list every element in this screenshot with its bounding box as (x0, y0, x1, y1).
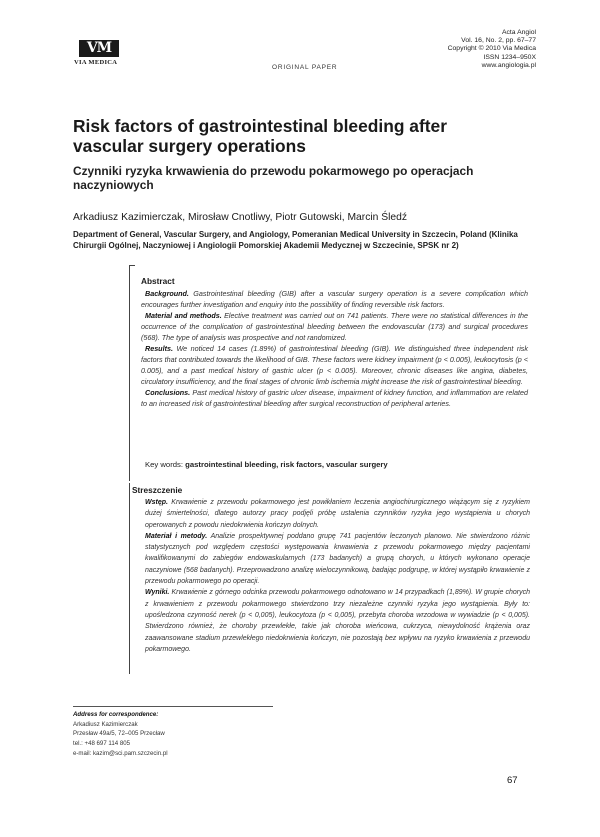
streszczenie-body (145, 497, 530, 655)
abstract-text: Past medical history of gastric ulcer disease, impairment of kidney function, and inflammation are related to an increased risk of gastrointestinal bleeding after surgical reconstruction of peripheral arteries. (141, 388, 528, 408)
page-number: 67 (507, 775, 518, 786)
journal-issn: ISSN 1234–950X (483, 53, 536, 61)
streszczenie-paragraph (145, 587, 530, 655)
affiliation: Department of General, Vascular Surgery, and Angiology, Pomeranian Medical University in Szczecin, Poland (Klinika Chirurgii Ogólnej, Naczyniowej i Angiologii Pomorskiej Akademii Medycznej w Szczecinie, SPSK nr 2) (73, 230, 518, 250)
section-label: ORIGINAL PAPER (272, 64, 338, 71)
streszczenie-text: Krwawienie z przewodu pokarmowego jest powikłaniem leczenia angiochirurgicznego wiążącym się z ryzykiem dużej śmiertelności, dlatego autorzy pracy podjęli próbę ustalenia czynników ryzyka jego wystąpienia u chorych operowanych z powodu niedokrwienia kończyn dolnych. (145, 499, 530, 529)
journal-info (448, 29, 536, 70)
journal-volume: Vol. 16, No. 2, pp. 67–77 (461, 37, 536, 45)
streszczenie-paragraph (145, 497, 530, 531)
keywords-label: Key words: (145, 460, 184, 469)
correspondence-email[interactable]: e-mail: kazim@sci.pam.szczecin.pl (73, 749, 168, 757)
correspondence-line: Arkadiusz Kazimierczak (73, 720, 138, 728)
abstract-text: We noticed 14 cases (1.89%) of gastrointestinal bleeding (GIB). We distinguished three independent risk factors that contributed towards the likelihood of GIB. These factors were kidney impairment (p < 0.005), leukocytosis (p < 0.005), and a past medical history of gastric ulcer (p < 0.005). Moreover, chronic diseases like angina, diabetes, circulatory insufficiency, and the final stages of chronic limb ischemia might increase the risk of gastrointestinal bleeding. (141, 344, 528, 386)
correspondence-rule (73, 706, 273, 707)
abstract-label: Results. (145, 344, 173, 353)
abstract-paragraph (141, 288, 528, 310)
journal-name: Acta Angiol (501, 29, 536, 36)
streszczenie-heading: Streszczenie (132, 485, 183, 495)
publisher-logo (74, 40, 124, 66)
streszczenie-label: Wstęp. (145, 499, 168, 506)
logo-mark: VM (79, 40, 119, 57)
abstract-paragraph (141, 387, 528, 409)
logo-text: VIA MEDICA (74, 59, 118, 66)
article-title: Risk factors of gastrointestinal bleeding after vascular surgery operations (73, 116, 447, 156)
keywords (145, 460, 388, 469)
correspondence (73, 710, 168, 759)
abstract-body (141, 288, 528, 409)
abstract-text: Gastrointestinal bleeding (GIB) after a vascular surgery operation is a severe complication which encourages further investigation and enquiry into the possibility of finding reversible risk factors. (141, 289, 528, 309)
abstract-heading: Abstract (141, 276, 175, 286)
streszczenie-text: Krwawienie z górnego odcinka przewodu pokarmowego odnotowano w 14 przypadkach (1,89%). W grupie chorych z krwawieniem z przewodu pokarmowego stwierdzono trzy niezależne czynniki ryzyka jego wystąpienia. Były to: upośledzona czynność nerek (p < 0,005), leukocytoza (p < 0,005), przebyta choroba wrzodowa w wywiadzie (p < 0,005). Stwierdzono również, że choroby przewlekłe, takie jak choroba wieńcowa, cukrzyca, niewydolność krążenia oraz zaawansowane stadium przewlekłego niedokrwienia kończyn, nie pozostają bez wpływu na ryzyko krwawienia z przewodu pokarmowego. (145, 589, 530, 653)
keywords-value: gastrointestinal bleeding, risk factors, vascular surgery (185, 460, 388, 469)
abstract-label: Background. (145, 289, 189, 298)
streszczenie-rule (129, 483, 130, 674)
correspondence-heading: Address for correspondence: (73, 711, 159, 718)
streszczenie-paragraph (145, 531, 530, 587)
streszczenie-text: Analizie prospektywnej poddano grupę 741 pacjentów leczonych planowo. Nie stwierdzono różnic statystycznych pod względem częstości występowania krwawienia z przewodu pokarmowego między pacjentami kwalifikowanymi do zabiegów endowaskularnych (173 badanych) a grupą chorych, u których wykonano operacje naczyniowe (568 badanych). Przeprowadzono analizę wieloczynnikową, badając podgrupę, w której wystąpiło krwawienie z przewodu pokarmowego po operacji. (145, 532, 530, 586)
abstract-paragraph (141, 343, 528, 387)
streszczenie-label: Materiał i metody. (145, 532, 208, 540)
abstract-rule-top (129, 265, 135, 266)
abstract-label: Material and methods. (145, 311, 222, 320)
article-subtitle: Czynniki ryzyka krwawienia do przewodu pokarmowego po operacjach naczyniowych (73, 164, 474, 192)
abstract-text: Elective treatment was carried out on 741 patients. There were no statistical differences in the occurrence of the complication of gastrointestinal bleeding between the endovascular (173) and surgical procedures (568). The type of analysis was prospective and not randomized. (141, 311, 528, 342)
correspondence-line: Przesław 49a/5, 72–005 Przecław (73, 730, 165, 738)
journal-copyright: Copyright © 2010 Via Medica (447, 45, 536, 53)
journal-website[interactable]: www.angiologia.pl (481, 61, 536, 69)
abstract-rule (129, 265, 130, 481)
streszczenie-label: Wyniki. (145, 589, 170, 597)
authors: Arkadiusz Kazimierczak, Mirosław Cnotliwy, Piotr Gutowski, Marcin Śledź (73, 212, 407, 223)
correspondence-line: tel.: +48 697 114 805 (73, 740, 130, 748)
abstract-paragraph (141, 310, 528, 343)
abstract-label: Conclusions. (145, 388, 191, 397)
